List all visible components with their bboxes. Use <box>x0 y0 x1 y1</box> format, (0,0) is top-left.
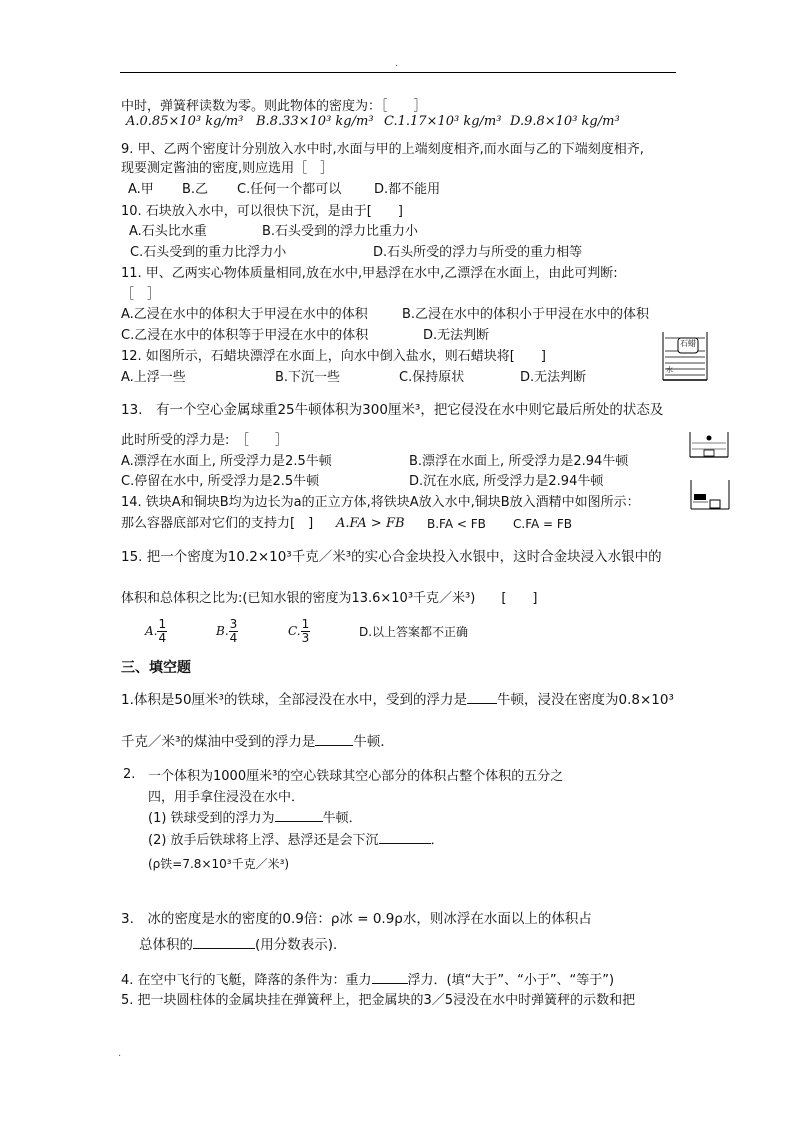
fill5-line: 5. 把一块圆柱体的金属块挂在弹簧秤上，把金属块的3／5浸没在水中时弹簧秤的示数和把 <box>121 993 636 1008</box>
q14-stem-line2: 那么容器底部对它们的支持力[ ] <box>121 516 314 531</box>
fill3-text-c: (用分数表示). <box>255 937 338 953</box>
fill3-text-b: 总体积的 <box>139 937 193 953</box>
fill2-line1: 一个体积为1000厘米³的空心铁球其空心部分的体积占整个体积的五分之 <box>148 769 564 784</box>
fill2-blank-1[interactable] <box>275 821 323 822</box>
container-figure <box>689 432 729 458</box>
q10-stem: 10. 石块放入水中，可以很快下沉，是由于[ ] <box>121 204 403 219</box>
q13-stem: 13. 有一个空心金属球重25牛顿体积为300厘米³，把它侵没在水中则它最后所处的状态及 <box>121 402 664 418</box>
q15-option-d: D.以上答案都不正确 <box>359 625 469 639</box>
fill2-item1-unit: 牛顿． <box>322 811 362 826</box>
q11-option-a: A.乙浸在水中的体积大于甲浸在水中的体积 <box>121 307 368 322</box>
fill4-line <box>121 972 614 990</box>
fill1-text-a: 1.体积是50厘米³的铁球，全部浸没在水中，受到的浮力是 <box>121 692 467 708</box>
q14-option-b: B.FA < FB <box>427 517 486 531</box>
q10-option-a: A.石头比水重 <box>129 224 207 239</box>
q15-option-b <box>216 618 238 645</box>
header-dot: . <box>395 58 399 69</box>
q10-option-c: C.石头受到的重力比浮力小 <box>130 245 287 260</box>
fill1-blank-1[interactable] <box>467 703 497 704</box>
water-label: 水 <box>666 366 673 374</box>
fill2-line2: 四，用手拿住浸没在水中． <box>148 790 305 805</box>
q11-stem: 11. 甲、乙两实心物体质量相同,放在水中,甲悬浮在水中,乙漂浮在水面上，由此可判断: <box>121 266 618 281</box>
q15-option-a <box>145 618 167 645</box>
q9-option-b: B.乙 <box>182 182 209 197</box>
q15-option-c-den: 3 <box>301 631 310 645</box>
q15-option-a-num: 1 <box>158 617 167 631</box>
q15-option-b-letter: B. <box>216 624 229 638</box>
fill3-line1: 3. 冰的密度是水的密度的0.9倍：ρ冰 = 0.9ρ水，则冰浮在水面以上的体积占 <box>121 911 592 927</box>
fill3-line2 <box>139 936 337 954</box>
q15-option-c-fraction <box>301 618 311 645</box>
footer-dot: . <box>118 1048 122 1059</box>
q10-option-b: B.石头受到的浮力比重力小 <box>262 224 419 239</box>
q13-option-d: D.沉在水底, 所受浮力是2.94牛顿 <box>409 474 604 489</box>
fill2-number: 2. <box>123 767 136 782</box>
q9-option-a: A.甲 <box>128 182 154 197</box>
q15-option-b-fraction <box>229 618 239 645</box>
fill3-blank[interactable] <box>193 948 255 949</box>
fill4-text-b: 浮力．(填“大于”、“小于”、“等于”) <box>407 973 615 988</box>
q12-option-a: A.上浮一些 <box>121 370 186 385</box>
q11-option-d: D.无法判断 <box>423 328 490 343</box>
fill1-text-d: 牛顿． <box>353 734 394 750</box>
section-title: 三、填空题 <box>121 660 191 676</box>
q8-option-d: D.9.8×10³ kg/m³ <box>510 114 620 129</box>
fill2-item2 <box>148 832 444 850</box>
q15-option-c-letter: C. <box>288 624 301 638</box>
q12-stem: 12. 如图所示，石蜡块漂浮在水面上，向水中倒入盐水，则石蜡块将[ ] <box>121 349 546 364</box>
q14-stem: 14. 铁块A和铜块B均为边长为a的正立方体,将铁块A放入水中,铜块B放入酒精中如图所示： <box>121 495 640 510</box>
fill1-text-b: 牛顿，浸没在密度为0.8×10³ <box>496 692 674 708</box>
fill2-given: (ρ铁=7.8×10³千克／米³) <box>148 857 290 871</box>
q11-option-b: B.乙浸在水中的体积小于甲浸在水中的体积 <box>402 307 650 322</box>
fill1-line2 <box>121 733 394 751</box>
q9-stem-line1: 9. 甲、乙两个密度计分别放入水中时,水面与甲的上端刻度相齐,而水面与乙的下端刻度相齐, <box>121 142 644 157</box>
cubes-figure <box>690 480 730 510</box>
fill1-line1 <box>121 691 674 709</box>
q11-option-c: C.乙浸在水中的体积等于甲浸在水中的体积 <box>121 328 369 343</box>
q15-stem-line2: 体积和总体积之比为:(已知水银的密度为13.6×10³千克／米³) [ ] <box>121 591 538 606</box>
q13-option-a: A.漂浮在水面上, 所受浮力是2.5牛顿 <box>121 454 332 469</box>
fill1-text-c: 千克／米³的煤油中受到的浮力是 <box>121 734 316 750</box>
q8-option-b: B.8.33×10³ kg/m³ <box>256 114 374 129</box>
q12-option-c: C.保持原状 <box>399 370 465 385</box>
q14-option-c: C.FA = FB <box>513 517 573 531</box>
q12-option-b: B.下沉一些 <box>275 370 341 385</box>
q15-option-a-letter: A. <box>145 624 158 638</box>
q15-option-a-fraction <box>157 618 167 645</box>
fill2-blank-2[interactable] <box>379 843 431 844</box>
q15-stem: 15. 把一个密度为10.2×10³千克／米³的实心合金块投入水银中，这时合金块浸入水银中的 <box>121 549 662 565</box>
q8-option-c: C.1.17×10³ kg/m³ <box>384 114 502 129</box>
fill4-blank[interactable] <box>372 983 408 984</box>
q15-option-a-den: 4 <box>158 631 167 645</box>
q8-stem: 中时，弹簧秤读数为零。则此物体的密度为：［ ］ <box>121 99 427 114</box>
header-rule <box>120 72 676 73</box>
q9-stem-line2: 现要测定酱油的密度,则应选用［ ］ <box>121 161 334 176</box>
paraffin-figure <box>662 330 708 382</box>
q15-option-b-num: 3 <box>229 617 238 631</box>
q13-option-b: B.漂浮在水面上, 所受浮力是2.94牛顿 <box>409 454 629 469</box>
q13-stem-line2: 此时所受的浮力是: ［ ］ <box>121 433 288 448</box>
q13-option-c: C.停留在水中, 所受浮力是2.5牛顿 <box>121 474 320 489</box>
fill2-item1-text: (1) 铁球受到的浮力为 <box>148 811 275 826</box>
q15-option-b-den: 4 <box>229 631 238 645</box>
q14-option-a: A.FA > FB <box>336 516 405 531</box>
q15-option-c-num: 1 <box>301 617 310 631</box>
fill1-blank-2[interactable] <box>315 745 353 746</box>
q9-option-c: C.任何一个都可以 <box>237 182 342 197</box>
q8-option-a: A.0.85×10³ kg/m³ <box>126 114 244 129</box>
q11-bracket: ［ ］ <box>121 287 161 302</box>
q9-option-d: D.都不能用 <box>374 182 441 197</box>
fill2-item1 <box>148 810 362 828</box>
paraffin-label: 石蜡 <box>680 339 696 348</box>
fill2-item2-text: (2) 放手后铁球将上浮、悬浮还是会下沉 <box>148 833 379 848</box>
q12-option-d: D.无法判断 <box>520 370 587 385</box>
fill4-text-a: 4. 在空中飞行的飞艇，降落的条件为：重力 <box>121 973 372 988</box>
fill2-item2-end: ． <box>430 833 444 848</box>
q10-option-d: D.石头所受的浮力与所受的重力相等 <box>373 245 583 260</box>
q15-option-c <box>288 618 310 645</box>
